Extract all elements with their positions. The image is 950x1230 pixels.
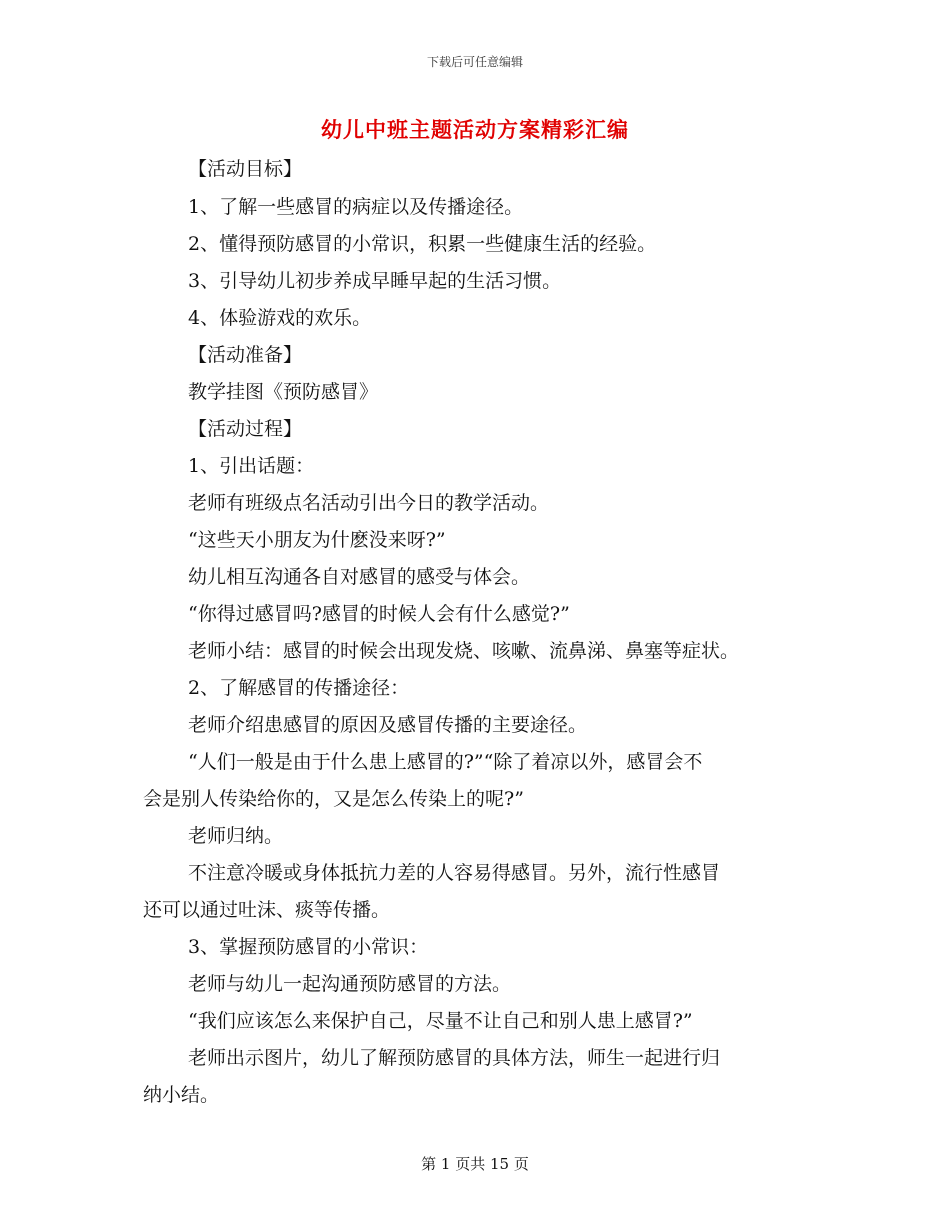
paragraph-line: 老师与幼儿一起沟通预防感冒的方法。 xyxy=(188,973,512,995)
paragraph-line: 不注意冷暖或身体抵抗力差的人容易得感冒。另外，流行性感冒 xyxy=(188,862,721,884)
paragraph-line: 4、体验游戏的欢乐。 xyxy=(188,307,372,329)
paragraph-line: 教学挂图《预防感冒》 xyxy=(188,381,379,403)
page-footer: 第 1 页共 15 页 xyxy=(421,1155,529,1173)
paragraph-line: 老师有班级点名活动引出今日的教学活动。 xyxy=(188,492,550,514)
paragraph-line: 1、了解一些感冒的病症以及传播途径。 xyxy=(188,196,524,218)
document-title: 幼儿中班主题活动方案精彩汇编 xyxy=(321,117,629,142)
paragraph-line: 老师介绍患感冒的原因及感冒传播的主要途径。 xyxy=(188,714,588,736)
paragraph-line: 还可以通过吐沫、痰等传播。 xyxy=(143,899,391,921)
paragraph-line: 3、引导幼儿初步养成早睡早起的生活习惯。 xyxy=(188,270,562,292)
paragraph-line: 会是别人传染给你的，又是怎么传染上的呢?” xyxy=(143,788,524,810)
section-heading: 【活动准备】 xyxy=(188,344,303,366)
paragraph-line: 2、了解感冒的传播途径： xyxy=(188,677,410,699)
paragraph-line: “这些天小朋友为什麽没来呀?” xyxy=(188,529,446,551)
paragraph-line: 幼儿相互沟通各自对感冒的感受与体会。 xyxy=(188,566,531,588)
paragraph-line: 纳小结。 xyxy=(143,1084,220,1106)
section-heading: 【活动目标】 xyxy=(188,158,303,180)
paragraph-line: “你得过感冒吗?感冒的时候人会有什么感觉?” xyxy=(188,603,570,625)
paragraph-line: 1、引出话题： xyxy=(188,455,315,477)
paragraph-line: 3、掌握预防感冒的小常识： xyxy=(188,936,429,958)
paragraph-line: 老师归纳。 xyxy=(188,825,284,847)
paragraph-line: 2、懂得预防感冒的小常识，积累一些健康生活的经验。 xyxy=(188,233,657,255)
page-header: 下载后可任意编辑 xyxy=(426,55,523,69)
paragraph-line: “人们一般是由于什么患上感冒的?”“除了着凉以外，感冒会不 xyxy=(188,751,703,773)
section-heading: 【活动过程】 xyxy=(188,418,303,440)
paragraph-line: 老师小结：感冒的时候会出现发烧、咳嗽、流鼻涕、鼻塞等症状。 xyxy=(188,640,740,662)
paragraph-line: “我们应该怎么来保护自己，尽量不让自己和别人患上感冒?” xyxy=(188,1010,693,1032)
paragraph-line: 老师出示图片，幼儿了解预防感冒的具体方法，师生一起进行归 xyxy=(188,1047,721,1069)
